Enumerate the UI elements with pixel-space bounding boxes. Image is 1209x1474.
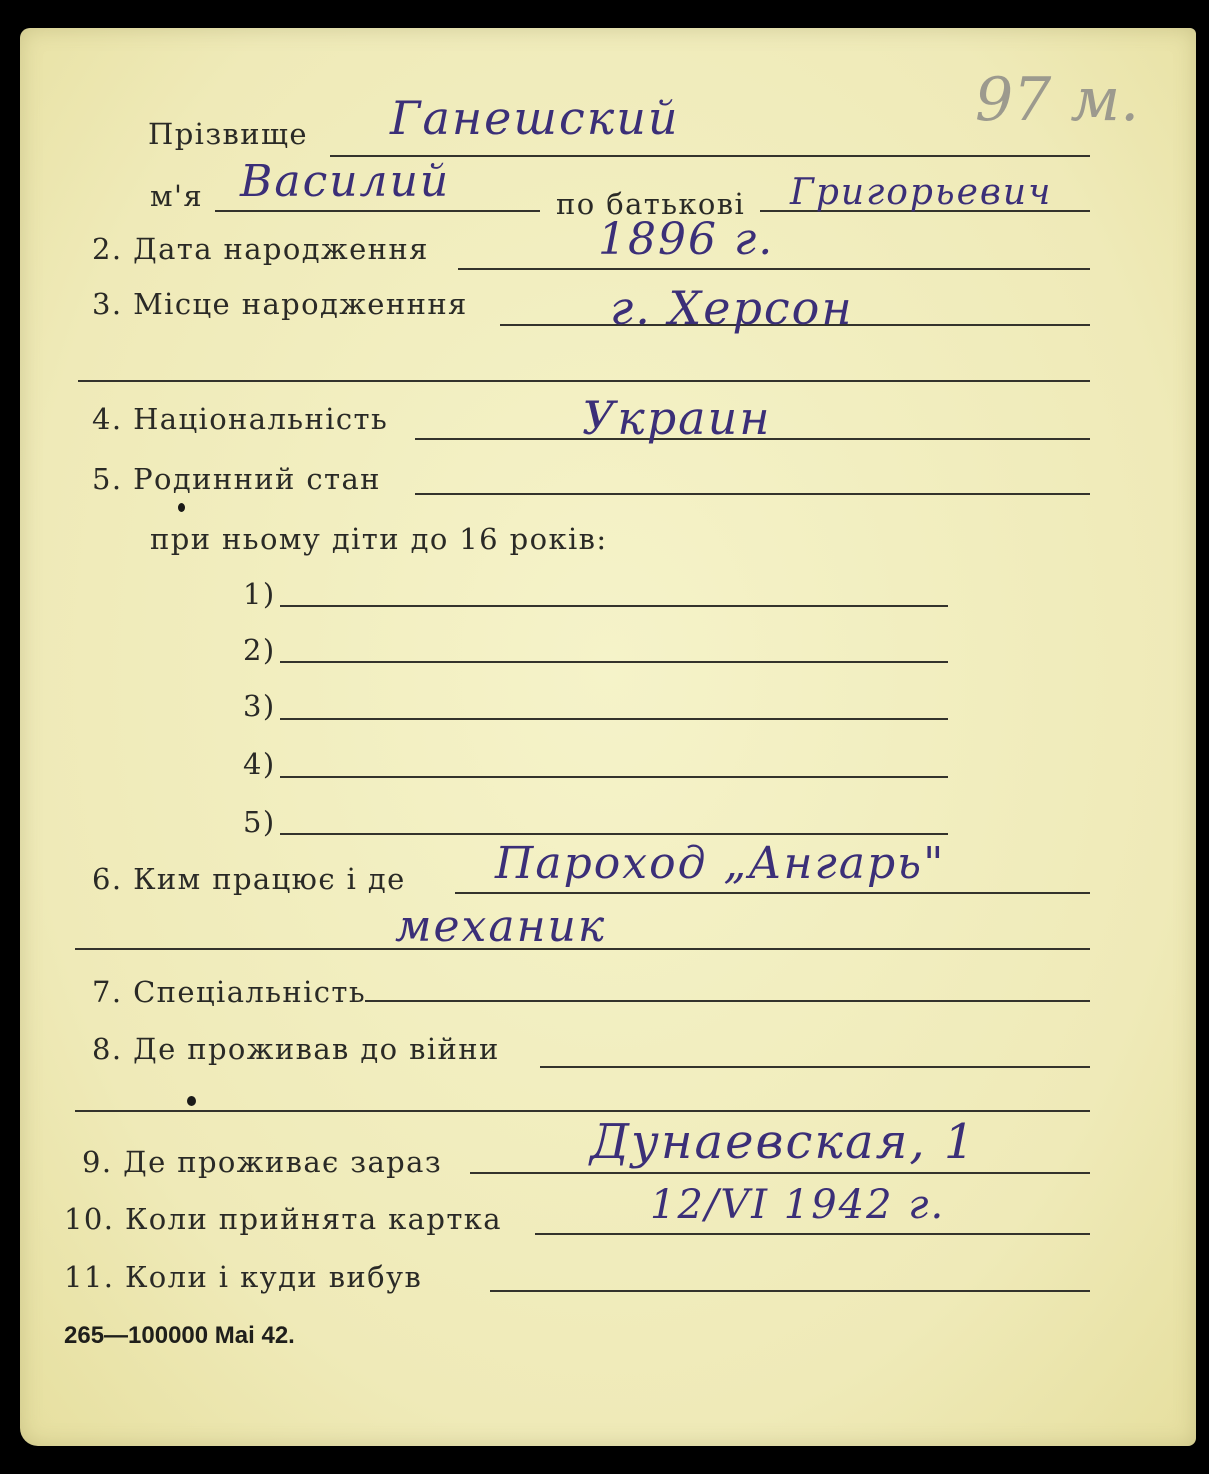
work-label: 6. Ким працює і де (92, 862, 406, 896)
birth-date-label: 2. Дата народження (92, 232, 429, 266)
patronymic-label: по батькові (556, 187, 746, 221)
child-5-line (280, 833, 948, 835)
child-1-line (280, 605, 948, 607)
departed-line (490, 1290, 1090, 1292)
surname-value: Ганешский (390, 91, 680, 145)
specialty-line (365, 1000, 1090, 1002)
accepted-label: 10. Коли прийнята картка (64, 1202, 502, 1236)
name-label: м'я (150, 179, 204, 213)
current-residence-value: Дунаевская, 1 (590, 1114, 977, 1170)
departed-label: 11. Коли і куди вибув (64, 1260, 423, 1294)
marital-line (415, 493, 1090, 495)
birth-place-value: г. Херсон (610, 281, 854, 335)
child-5-label: 5) (243, 805, 276, 839)
child-3-label: 3) (243, 689, 276, 723)
prewar-residence-line-2 (75, 1110, 1090, 1112)
current-residence-line (470, 1172, 1090, 1174)
punch-hole-bottom (187, 1096, 196, 1106)
punch-hole-top (178, 503, 185, 512)
birth-date-line (458, 268, 1090, 270)
patronymic-value: Григорьевич (790, 172, 1053, 213)
specialty-label: 7. Спеціальність (92, 975, 367, 1009)
current-residence-label: 9. Де проживає зараз (82, 1145, 443, 1179)
children-label: при ньому діти до 16 років: (150, 522, 608, 556)
print-run-footer: 265—100000 Mai 42. (64, 1322, 295, 1349)
prewar-residence-line (540, 1066, 1090, 1068)
pencil-number-note: 97 м. (975, 65, 1140, 135)
child-4-line (280, 776, 948, 778)
marital-label: 5. Родинний стан (92, 462, 381, 496)
work-value-2: механик (395, 901, 607, 952)
work-value-1: Пароход „Ангарь" (495, 838, 946, 889)
birth-place-label: 3. Місце народженння (92, 287, 468, 321)
accepted-value: 12/VI 1942 г. (650, 1182, 946, 1228)
child-3-line (280, 718, 948, 720)
work-line (455, 892, 1090, 894)
child-4-label: 4) (243, 747, 276, 781)
nationality-label: 4. Національність (92, 402, 389, 436)
name-line (215, 210, 540, 212)
birth-place-line-2 (78, 380, 1090, 382)
accepted-line (535, 1233, 1090, 1235)
child-1-label: 1) (243, 577, 276, 611)
name-value: Василий (240, 156, 451, 207)
nationality-value: Украин (582, 391, 772, 445)
birth-date-value: 1896 г. (598, 214, 775, 265)
child-2-label: 2) (243, 633, 276, 667)
child-2-line (280, 661, 948, 663)
prewar-residence-label: 8. Де проживав до війни (92, 1032, 500, 1066)
surname-label: Прізвище (148, 117, 308, 151)
